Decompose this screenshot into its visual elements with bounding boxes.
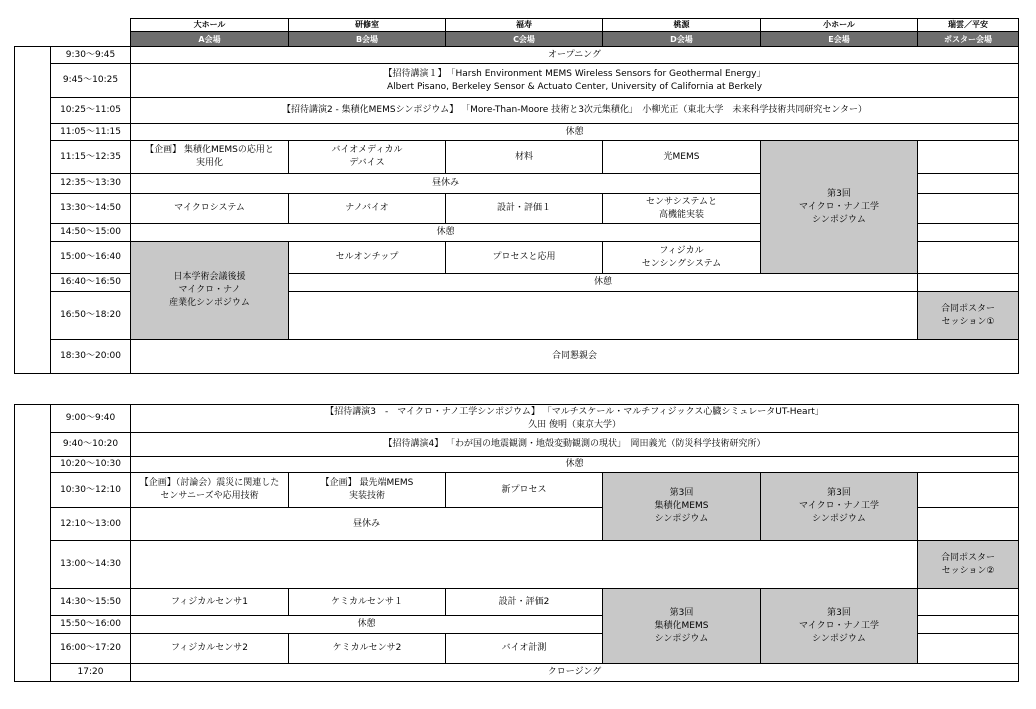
time-cell: 11:15～12:35	[51, 141, 131, 174]
time-cell: 16:50～18:20	[51, 292, 131, 340]
break: 休憩	[131, 616, 603, 634]
room-b: 研修室	[289, 19, 446, 32]
break: 休憩	[131, 224, 761, 242]
session-cell: ケミカルセンサ１	[289, 589, 446, 616]
session-cell: 材料	[446, 141, 603, 174]
time-cell: 18:30～20:00	[51, 340, 131, 374]
micro-nano-symposium-block: 第3回 マイクロ・ナノ工学 シンポジウム	[761, 141, 918, 274]
session-cell: フィジカルセンサ1	[131, 589, 289, 616]
day1-label	[15, 47, 51, 374]
session-cell: 【企画】 集積化MEMSの応用と 実用化	[131, 141, 289, 174]
time-cell: 15:50～16:00	[51, 616, 131, 634]
schedule-day1	[14, 18, 1019, 374]
time-cell: 11:05～11:15	[51, 124, 131, 141]
time-cell: 16:00～17:20	[51, 634, 131, 664]
closing: クロージング	[131, 664, 1019, 682]
invited-talk-4: 【招待講演4】 「わが国の地震観測・地殻変動観測の現状」 岡田義光（防災科学技術研究所）	[131, 433, 1019, 457]
industrialization-symposium-block: 日本学術会議後援 マイクロ・ナノ 産業化シンポジウム	[131, 242, 289, 340]
time-cell: 9:45～10:25	[51, 64, 131, 98]
time-cell: 12:35～13:30	[51, 174, 131, 194]
break: 休憩	[131, 124, 1019, 141]
time-cell: 10:20～10:30	[51, 457, 131, 473]
room-a: 大ホール	[131, 19, 289, 32]
time-cell: 10:25～11:05	[51, 98, 131, 124]
venue-b: B会場	[289, 32, 446, 47]
break: 休憩	[289, 274, 918, 292]
time-cell: 12:10～13:00	[51, 508, 131, 541]
lunch-break: 昼休み	[131, 174, 761, 194]
room-e: 小ホール	[761, 19, 918, 32]
venue-a: A会場	[131, 32, 289, 47]
time-cell: 17:20	[51, 664, 131, 682]
session-cell: セルオンチップ	[289, 242, 446, 274]
poster-session-2: 合同ポスター セッション②	[918, 541, 1019, 589]
session-cell: 【企画】（討論会）震災に関連した センサニーズや応用技術	[131, 473, 289, 508]
time-cell: 9:40～10:20	[51, 433, 131, 457]
room-c: 福寿	[446, 19, 603, 32]
session-cell: プロセスと応用	[446, 242, 603, 274]
invited-talk-3: 【招待講演3 - マイクロ・ナノ工学シンポジウム】 「マルチスケール・マルチフィジックス心臓シミュレータUT-Heart」 久田 俊明（東京大学）	[131, 405, 1019, 433]
time-cell: 14:30～15:50	[51, 589, 131, 616]
session-cell: 設計・評価１	[446, 194, 603, 224]
session-cell: フィジカルセンサ2	[131, 634, 289, 664]
session-cell: バイオメディカル デバイス	[289, 141, 446, 174]
session-cell: 光MEMS	[603, 141, 761, 174]
lunch-break: 昼休み	[131, 508, 603, 541]
micro-nano-symposium-block: 第3回 マイクロ・ナノ工学 シンポジウム	[761, 473, 918, 541]
session-cell: センサシステムと 高機能実装	[603, 194, 761, 224]
banquet: 合同懇親会	[131, 340, 1019, 374]
integrated-mems-symposium-block: 第3回 集積化MEMS シンポジウム	[603, 473, 761, 541]
venue-poster: ポスター会場	[918, 32, 1019, 47]
micro-nano-symposium-block: 第3回 マイクロ・ナノ工学 シンポジウム	[761, 589, 918, 664]
room-d: 桃源	[603, 19, 761, 32]
time-cell: 9:00～9:40	[51, 405, 131, 433]
session-cell: ナノバイオ	[289, 194, 446, 224]
break: 休憩	[131, 457, 1019, 473]
session-cell: 設計・評価2	[446, 589, 603, 616]
session-cell: マイクロシステム	[131, 194, 289, 224]
session-cell: 【企画】 最先端MEMS 実装技術	[289, 473, 446, 508]
integrated-mems-symposium-block: 第3回 集積化MEMS シンポジウム	[603, 589, 761, 664]
venue-c: C会場	[446, 32, 603, 47]
session-cell: フィジカル センシングシステム	[603, 242, 761, 274]
session-cell: ケミカルセンサ2	[289, 634, 446, 664]
day2-label	[15, 405, 51, 682]
time-cell: 14:50～15:00	[51, 224, 131, 242]
session-cell: バイオ計測	[446, 634, 603, 664]
opening: オープニング	[131, 47, 1019, 64]
time-cell: 9:30～9:45	[51, 47, 131, 64]
room-poster: 瑞雲／平安	[918, 19, 1019, 32]
time-cell: 15:00～16:40	[51, 242, 131, 274]
time-cell: 16:40～16:50	[51, 274, 131, 292]
time-cell: 13:00～14:30	[51, 541, 131, 589]
venue-e: E会場	[761, 32, 918, 47]
session-cell: 新プロセス	[446, 473, 603, 508]
time-cell: 13:30～14:50	[51, 194, 131, 224]
invited-talk-2: 【招待講演2 - 集積化MEMSシンポジウム】 「More-Than-Moore 技術と3次元集積化」 小柳光正（東北大学 未来科学技術共同研究センター）	[131, 98, 1019, 124]
invited-talk-1: 【招待講演１】 「Harsh Environment MEMS Wireless Sensors for Geothermal Energy」 Albert Pisano, Berkeley Sensor & Actuato Center, University of California at Berkely	[131, 64, 1019, 98]
venue-d: D会場	[603, 32, 761, 47]
time-cell: 10:30～12:10	[51, 473, 131, 508]
schedule-day2	[14, 404, 1019, 682]
poster-session-1: 合同ポスター セッション①	[918, 292, 1019, 340]
